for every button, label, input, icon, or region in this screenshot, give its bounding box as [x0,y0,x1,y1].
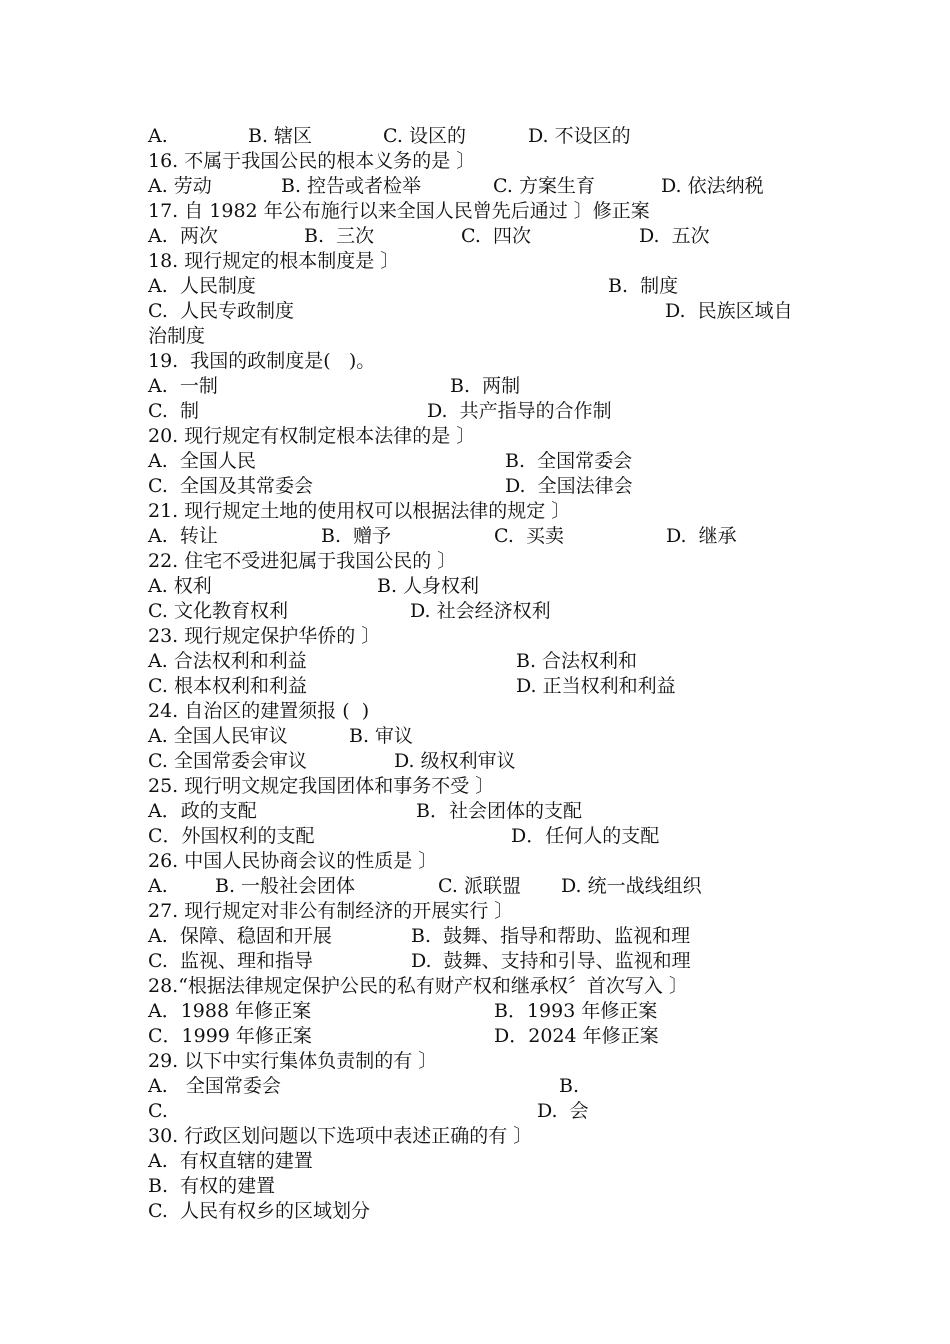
question-29: 29. 以下中实行集体负责制的有 〕 [148,1050,438,1072]
option-d: D. 继承 [666,525,737,547]
option-d: D. 鼓舞、支持和引导、监视和理 [411,950,691,972]
text-line [148,1199,848,1224]
option-b: B. 两制 [450,375,521,397]
question-30: 30. 行政区划问题以下选项中表述正确的有 〕 [148,1125,533,1147]
option-a: A. 全国常委会 [148,1075,281,1097]
text-line [148,299,848,324]
option-a: A. 转让 [148,525,218,547]
text-line [148,874,848,899]
question-line [148,199,848,224]
text-line [148,274,848,299]
question-26: 26. 中国人民协商会议的性质是 〕 [148,850,438,872]
question-18: 18. 现行规定的根本制度是 〕 [148,250,400,272]
question-17: 17. 自 1982 年公布施行以来全国人民曾先后通过 〕修正案 [148,200,650,222]
option-a: A. 保障、稳固和开展 [148,925,332,947]
question-27: 27. 现行规定对非公有制经济的开展实行 〕 [148,900,514,922]
option-d: D. 会 [537,1100,589,1122]
text-line [148,324,848,349]
option-a: A. [148,875,168,897]
option-b: B．社会团体的支配 [416,800,582,822]
option-b: B．1993 年修正案 [494,1000,658,1022]
option-d: D. 级权利审议 [394,750,516,772]
text-line [148,174,848,199]
question-16: 16. 不属于我国公民的根本义务的是 〕 [148,150,476,172]
question-line [148,899,848,924]
text-line [148,224,848,249]
question-line [148,974,848,999]
question-25: 25. 现行明文规定我国团体和事务不受 〕 [148,775,495,797]
option-c: C. 根本权利和利益 [148,675,307,697]
option-d: D. 民族区域自 [665,300,793,322]
question-line [148,624,848,649]
question-23: 23. 现行规定保护华侨的 〕 [148,625,381,647]
question-22: 22. 住宅不受进犯属于我国公民的 〕 [148,550,457,572]
text-line [148,599,848,624]
option-d: D. 不设区的 [528,125,631,147]
question-28: 28.“根据法律规定保护公民的私有财产权和继承权〞首次写入 〕 [148,975,688,997]
option-a: A. 一制 [148,375,218,397]
continuation-text: 治制度 [148,325,206,347]
option-b: B. 鼓舞、指导和帮助、监视和理 [411,925,691,947]
text-line [148,1149,848,1174]
option-b: B. 赠予 [321,525,392,547]
question-line [148,549,848,574]
text-line [148,399,848,424]
option-b: B. 一般社会团体 [215,875,356,897]
option-c: C. 买卖 [494,525,564,547]
question-20: 20. 现行规定有权制定根本法律的是 〕 [148,425,476,447]
text-line [148,749,848,774]
option-b: B. 控告或者检举 [281,175,422,197]
option-c: C. 派联盟 [438,875,521,897]
question-line [148,149,848,174]
option-c: C. 方案生育 [493,175,595,197]
text-line [148,474,848,499]
question-line [148,774,848,799]
option-b: B. [559,1075,580,1097]
question-line [148,849,848,874]
text-line [148,924,848,949]
text-line [148,674,848,699]
option-c: C．外国权利的支配 [148,825,315,847]
question-line [148,499,848,524]
text-line [148,649,848,674]
option-b: B. 有权的建置 [148,1175,276,1197]
option-d: D. 社会经济权利 [410,600,551,622]
option-d: D. 依法纳税 [661,175,764,197]
text-line [148,949,848,974]
text-line [148,449,848,474]
text-line [148,1099,848,1124]
option-b: B. 全国常委会 [505,450,633,472]
question-line [148,424,848,449]
option-d: D. 五次 [639,225,710,247]
option-d: D. 正当权利和利益 [516,675,676,697]
option-c: C. 制 [148,400,199,422]
question-21: 21. 现行规定土地的使用权可以根据法律的规定 〕 [148,500,571,522]
option-a: A. 人民制度 [148,275,256,297]
option-c: C. 全国及其常委会 [148,475,313,497]
option-a: A. 合法权利和利益 [148,650,307,672]
question-line [148,249,848,274]
option-b: B. 合法权利和 [516,650,638,672]
option-c: C. 设区的 [383,125,466,147]
text-line [148,999,848,1024]
text-line [148,824,848,849]
text-line [148,124,848,149]
option-a: A．1988 年修正案 [148,1000,312,1022]
text-line [148,374,848,399]
text-line [148,799,848,824]
option-d: D. 全国法律会 [505,475,633,497]
question-24: 24. 自治区的建置须报 ( ) [148,700,370,722]
text-line [148,1174,848,1199]
option-c: C. 监视、理和指导 [148,950,313,972]
option-a: A. 劳动 [148,175,212,197]
option-c: C. 文化教育权利 [148,600,288,622]
option-a: A. 全国人民审议 [148,725,288,747]
option-c: C．1999 年修正案 [148,1025,312,1047]
option-c: C. 全国常委会审议 [148,750,307,772]
option-c: C. 人民专政制度 [148,300,294,322]
question-line [148,1049,848,1074]
option-b: B. 审议 [349,725,414,747]
option-c: C. [148,1100,168,1122]
option-d: D. 共产指导的合作制 [427,400,612,422]
option-d: D. 统一战线组织 [561,875,702,897]
option-a: A．政的支配 [148,800,257,822]
question-line [148,1124,848,1149]
text-line [148,524,848,549]
option-b: B. 制度 [608,275,679,297]
option-a: A. 有权直辖的建置 [148,1150,313,1172]
option-a: A. 两次 [148,225,218,247]
option-d: D．任何人的支配 [511,825,660,847]
option-a: A. [148,125,168,147]
text-line [148,724,848,749]
text-line [148,574,848,599]
text-line [148,1074,848,1099]
question-line [148,349,848,374]
text-line [148,1024,848,1049]
question-19: 19. 我国的政制度是( )。 [148,350,376,372]
option-c: C. 四次 [461,225,531,247]
option-b: B. 辖区 [248,125,313,147]
option-b: B. 三次 [304,225,375,247]
option-d: D．2024 年修正案 [494,1025,659,1047]
option-a: A. 权利 [148,575,212,597]
option-b: B. 人身权利 [377,575,480,597]
option-c: C. 人民有权乡的区域划分 [148,1200,370,1222]
question-line [148,699,848,724]
option-a: A. 全国人民 [148,450,256,472]
